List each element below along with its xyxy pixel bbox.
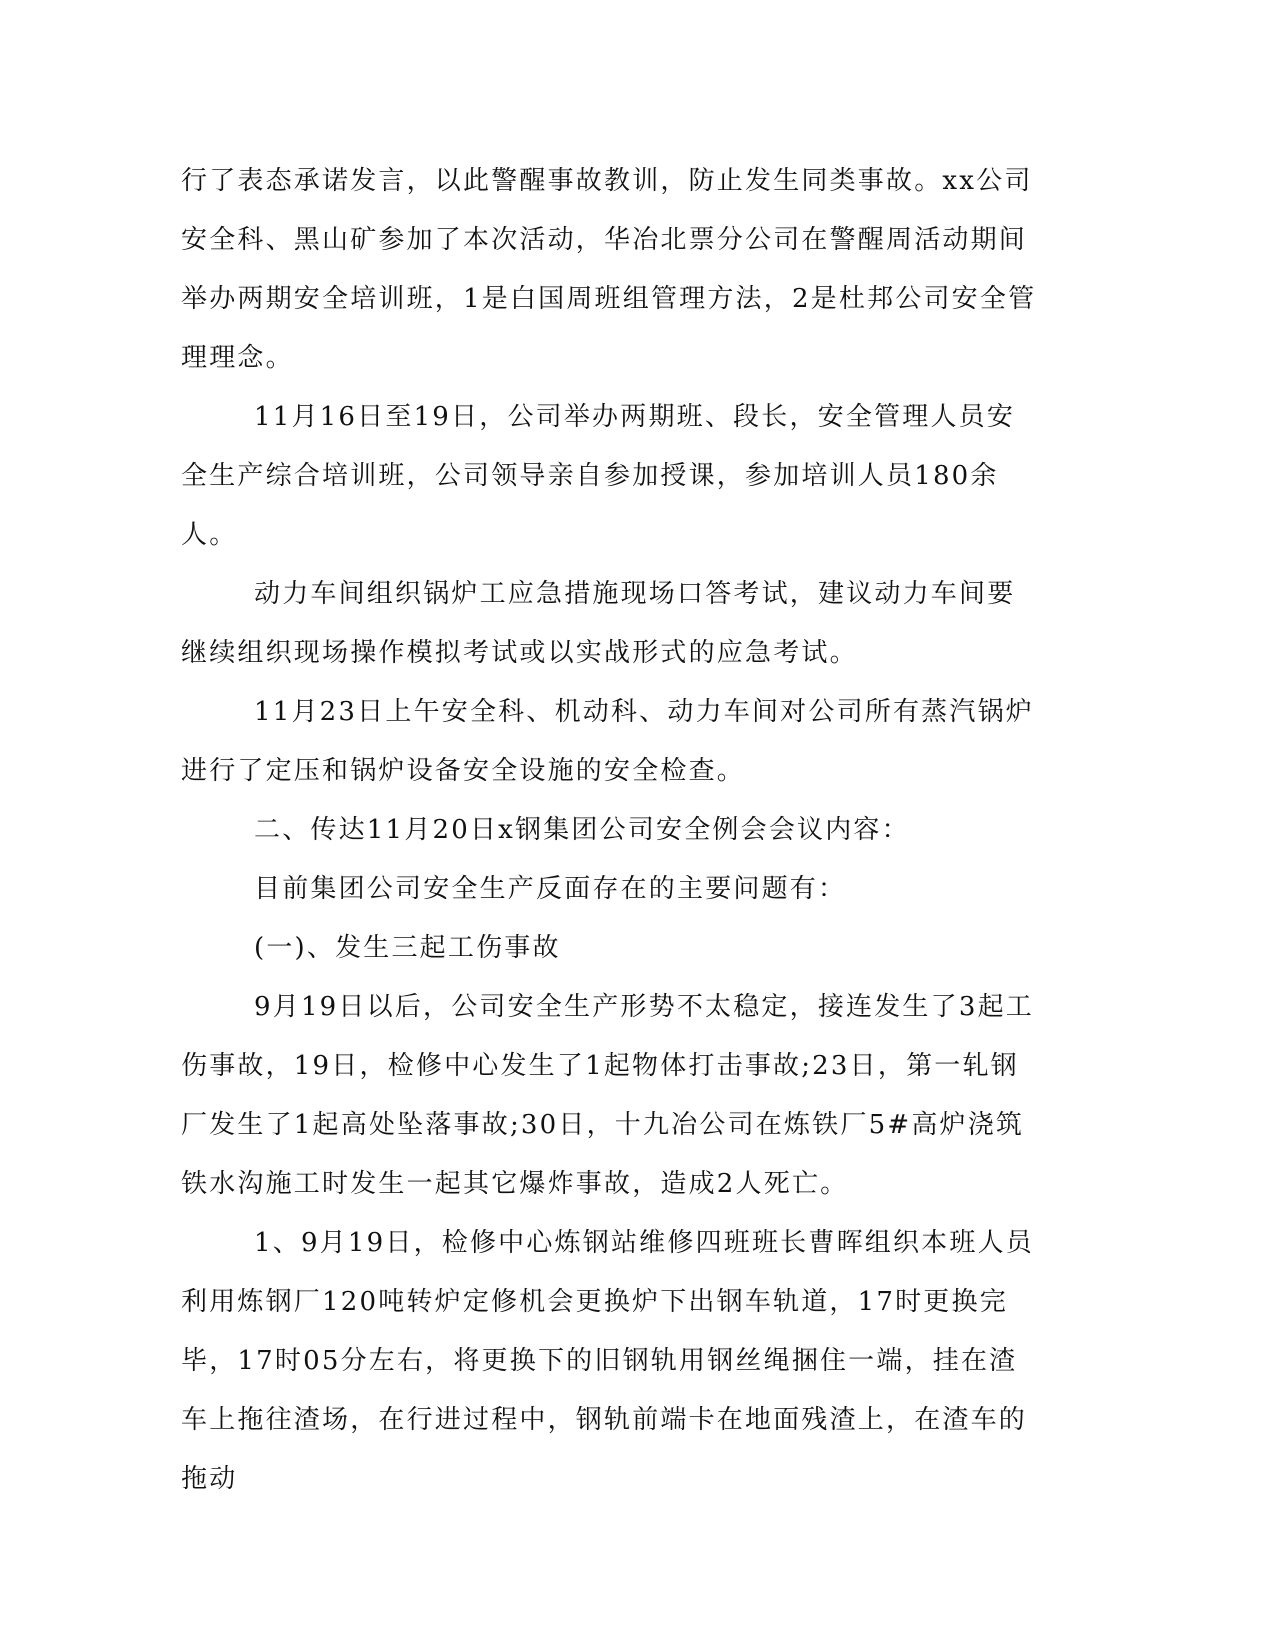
paragraph-6: 目前集团公司安全生产反面存在的主要问题有： — [254, 874, 847, 904]
paragraph-3: 动力车间组织锅炉工应急措施现场口答考试，建议动力车间要继续组织现场操作模拟考试或以实战形式的应急考试。 — [181, 579, 1016, 668]
paragraph-4: 11月23日上午安全科、机动科、动力车间对公司所有蒸汽锅炉进行了定压和锅炉设备安全设施的安全检查。 — [181, 697, 1034, 786]
section-heading-2: 二、传达11月20日x钢集团公司安全例会会议内容： — [254, 815, 910, 845]
subheading-1: (一)、发生三起工伤事故 — [254, 933, 561, 963]
paragraph-2: 11月16日至19日，公司举办两期班、段长，安全管理人员安全生产综合培训班，公司领导亲自参加授课，参加培训人员180余人。 — [181, 402, 1016, 550]
paragraph-9: 1、9月19日，检修中心炼钢站维修四班班长曹晖组织本班人员利用炼钢厂120吨转炉定修机会更换炉下出钢车轨道，17时更换完毕，17时05分左右，将更换下的旧钢轨用钢丝绳捆住一端，挂在渣车上拖往渣场，在行进过程中，钢轨前端卡在地面残渣上，在渣车的拖动 — [181, 1228, 1034, 1494]
document-body — [181, 152, 1041, 1509]
paragraph-8: 9月19日以后，公司安全生产形势不太稳定，接连发生了3起工伤事故，19日，检修中心发生了1起物体打击事故;23日，第一轧钢厂发生了1起高处坠落事故;30日，十九冶公司在炼铁厂5#高炉浇筑铁水沟施工时发生一起其它爆炸事故，造成2人死亡。 — [181, 992, 1034, 1199]
paragraph-1: 行了表态承诺发言，以此警醒事故教训，防止发生同类事故。xx公司安全科、黑山矿参加了本次活动，华冶北票分公司在警醒周活动期间举办两期安全培训班，1是白国周班组管理方法，2是杜邦公司安全管理理念。 — [181, 166, 1037, 373]
